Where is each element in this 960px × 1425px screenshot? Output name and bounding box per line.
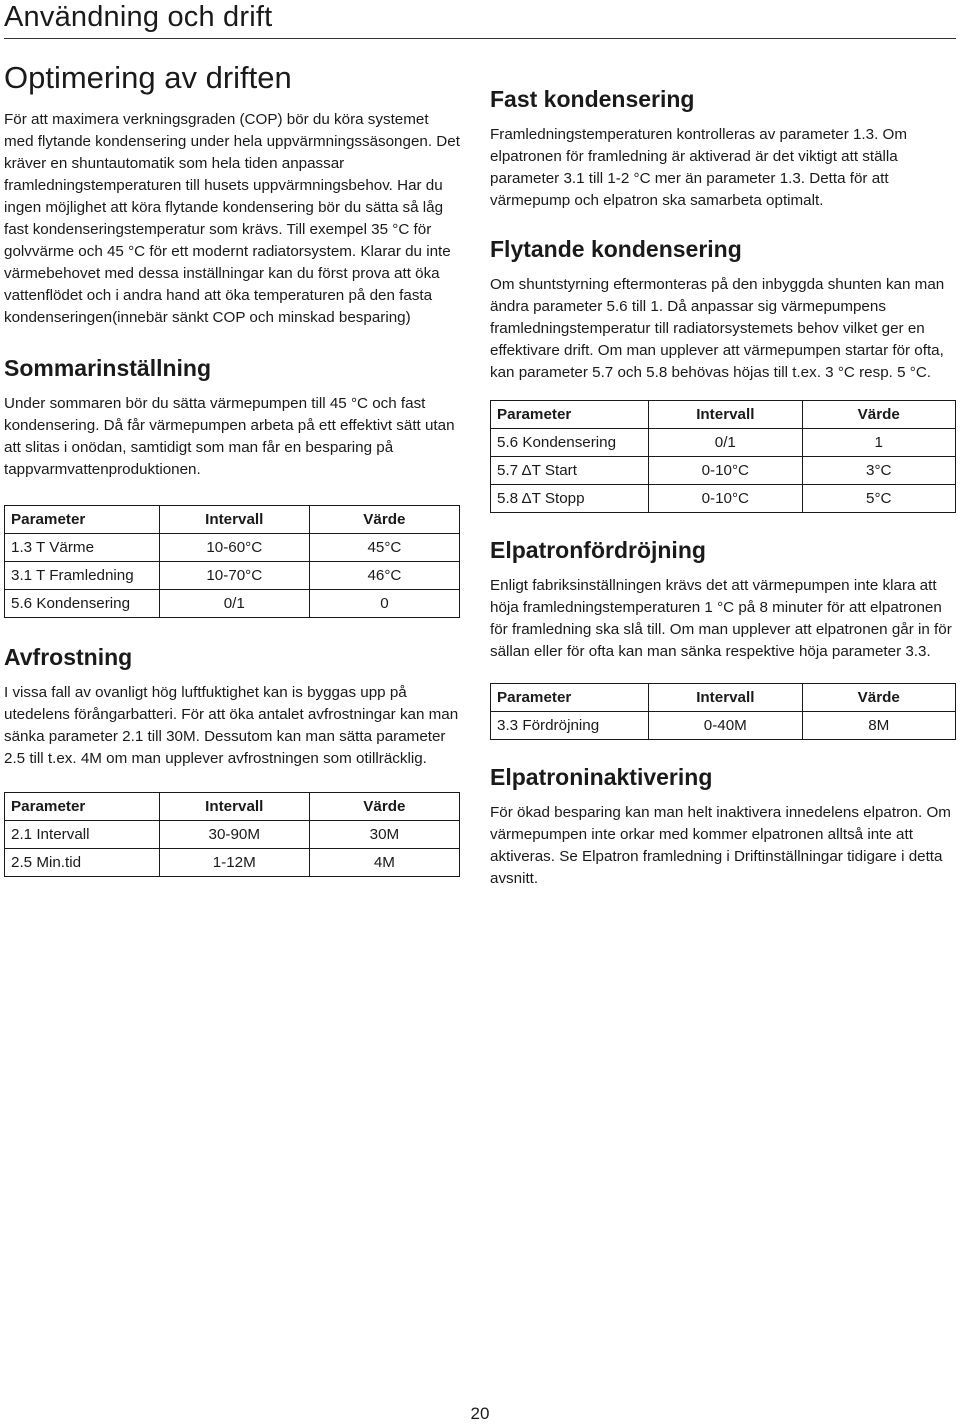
inactivation-heading: Elpatroninaktivering (490, 764, 713, 790)
table-cell: 5.6 Kondensering (5, 590, 160, 618)
defrost-table (4, 792, 460, 877)
column-header: Parameter (491, 401, 649, 429)
column-header: Värde (309, 506, 459, 534)
column-header: Parameter (5, 793, 160, 821)
defrost-paragraph: I vissa fall av ovanligt hög luftfuktighet kan is byggas upp på utedelens förångarbatteri. För att öka antalet avfrostningar kan man sänka parameter 2.1 till 30M. Dessutom kan man sätta parameter 2.5 till t.ex. 4M om man upplever avfrostningen som otillräcklig. (4, 684, 459, 767)
table-row (491, 712, 956, 740)
table-row (5, 821, 460, 849)
table-cell: 46°C (309, 562, 459, 590)
fixed-condensing-paragraph: Framledningstemperaturen kontrolleras av parameter 1.3. Om elpatronen för framledning är aktiverad är det viktigt att ställa parameter 3.1 till 1-2 °C mer än parameter 1.3. Detta för att värmepump och elpatron ska samarbeta optimalt. (490, 126, 907, 209)
table-cell: 5.6 Kondensering (491, 429, 649, 457)
left-column (4, 58, 460, 877)
table-row (5, 562, 460, 590)
summer-heading: Sommarinställning (4, 355, 212, 381)
table-header-row (491, 401, 956, 429)
table-cell: 2.1 Intervall (5, 821, 160, 849)
table-cell: 1.3 T Värme (5, 534, 160, 562)
table-cell: 30M (309, 821, 459, 849)
table-cell: 0 (309, 590, 459, 618)
page-number: 20 (470, 1404, 490, 1423)
table-row (491, 457, 956, 485)
column-header: Värde (802, 401, 955, 429)
table-row (491, 429, 956, 457)
table-header-row (5, 506, 460, 534)
page-header (4, 0, 956, 39)
floating-condensing-paragraph: Om shuntstyrning eftermonteras på den inbyggda shunten kan man ändra parameter 5.6 till 1. Då anpassar sig värmepumpens framledningstemperatur till radiatorsystemets behov vilket ger en effektivare drift. Om man upplever att värmepumpen startar för ofta, kan parameter 5.7 och 5.8 behövas höjas till t.ex. 3 °C resp. 5 °C. (490, 276, 945, 381)
table-cell: 5.8 ΔT Stopp (491, 485, 649, 513)
table-row (491, 485, 956, 513)
column-header: Parameter (491, 684, 649, 712)
table-cell: 8M (802, 712, 955, 740)
table-cell: 5.7 ΔT Start (491, 457, 649, 485)
column-header: Värde (802, 684, 955, 712)
table-cell: 0-10°C (649, 485, 802, 513)
table-header-row (5, 793, 460, 821)
delay-table (490, 683, 956, 740)
summer-table (4, 505, 460, 618)
table-cell: 3°C (802, 457, 955, 485)
floating-condensing-heading: Flytande kondensering (490, 236, 742, 262)
column-header: Intervall (159, 506, 309, 534)
column-header: Parameter (5, 506, 160, 534)
table-cell: 0-40M (649, 712, 802, 740)
column-header: Intervall (159, 793, 309, 821)
table-cell: 1-12M (159, 849, 309, 877)
table-cell: 0/1 (649, 429, 802, 457)
table-cell: 30-90M (159, 821, 309, 849)
summer-paragraph: Under sommaren bör du sätta värmepumpen till 45 °C och fast kondensering. Då får värmepumpen arbeta på ett effektivt sätt utan att slitas i onödan, samtidigt som man får en besparing på tappvarmvattenproduktionen. (4, 395, 455, 478)
intro-paragraph: För att maximera verkningsgraden (COP) bör du köra systemet med flytande kondensering under hela uppvärmningssäsongen. Det kräver en shuntautomatik som hela tiden anpassar framledningstemperaturen till husets uppvärmningsbehov. Har du ingen möjlighet att köra flytande kondensering bör du sätta så låg fast kondenseringstemperatur som krävs. Till exempel 35 °C för golvvärme och 45 °C för ett modernt radiatorsystem. Klarar du inte värmebehovet med dessa inställningar kan du först prova att öka vattenflödet och i andra hand att öka temperaturen på den fasta kondenseringen(innebär sänkt COP och minskad besparing) (4, 111, 460, 326)
table-cell: 5°C (802, 485, 955, 513)
column-header: Intervall (649, 684, 802, 712)
table-row (5, 534, 460, 562)
table-row (5, 590, 460, 618)
right-column (490, 84, 956, 890)
table-cell: 1 (802, 429, 955, 457)
delay-heading: Elpatronfördröjning (490, 537, 706, 563)
table-cell: 10-60°C (159, 534, 309, 562)
delay-paragraph: Enligt fabriksinställningen krävs det att värmepumpen inte klara att höja framledningstemperaturen 1 °C på 8 minuter för att elpatronen för framledning ska slå till. Om man upplever att elpatronen går in för sällan eller för ofta kan man sänka respektive höja parameter 3.3. (490, 577, 952, 660)
column-header: Intervall (649, 401, 802, 429)
table-cell: 3.3 Fördröjning (491, 712, 649, 740)
table-row (5, 849, 460, 877)
table-cell: 0/1 (159, 590, 309, 618)
fixed-condensing-heading: Fast kondensering (490, 86, 695, 112)
column-header: Värde (309, 793, 459, 821)
inactivation-paragraph: För ökad besparing kan man helt inaktivera innedelens elpatron. Om värmepumpen inte orkar med kommer elpatronen alltså inte att aktiveras. Se Elpatron framledning i Driftinställningar tidigare i detta avsnitt. (490, 804, 951, 887)
table-header-row (491, 684, 956, 712)
table-cell: 10-70°C (159, 562, 309, 590)
defrost-heading: Avfrostning (4, 644, 133, 670)
floating-condensing-table (490, 400, 956, 513)
table-cell: 3.1 T Framledning (5, 562, 160, 590)
chapter-title: Användning och drift (4, 1, 273, 33)
table-cell: 4M (309, 849, 459, 877)
page-title: Optimering av driften (4, 60, 292, 95)
table-cell: 0-10°C (649, 457, 802, 485)
table-cell: 45°C (309, 534, 459, 562)
table-cell: 2.5 Min.tid (5, 849, 160, 877)
